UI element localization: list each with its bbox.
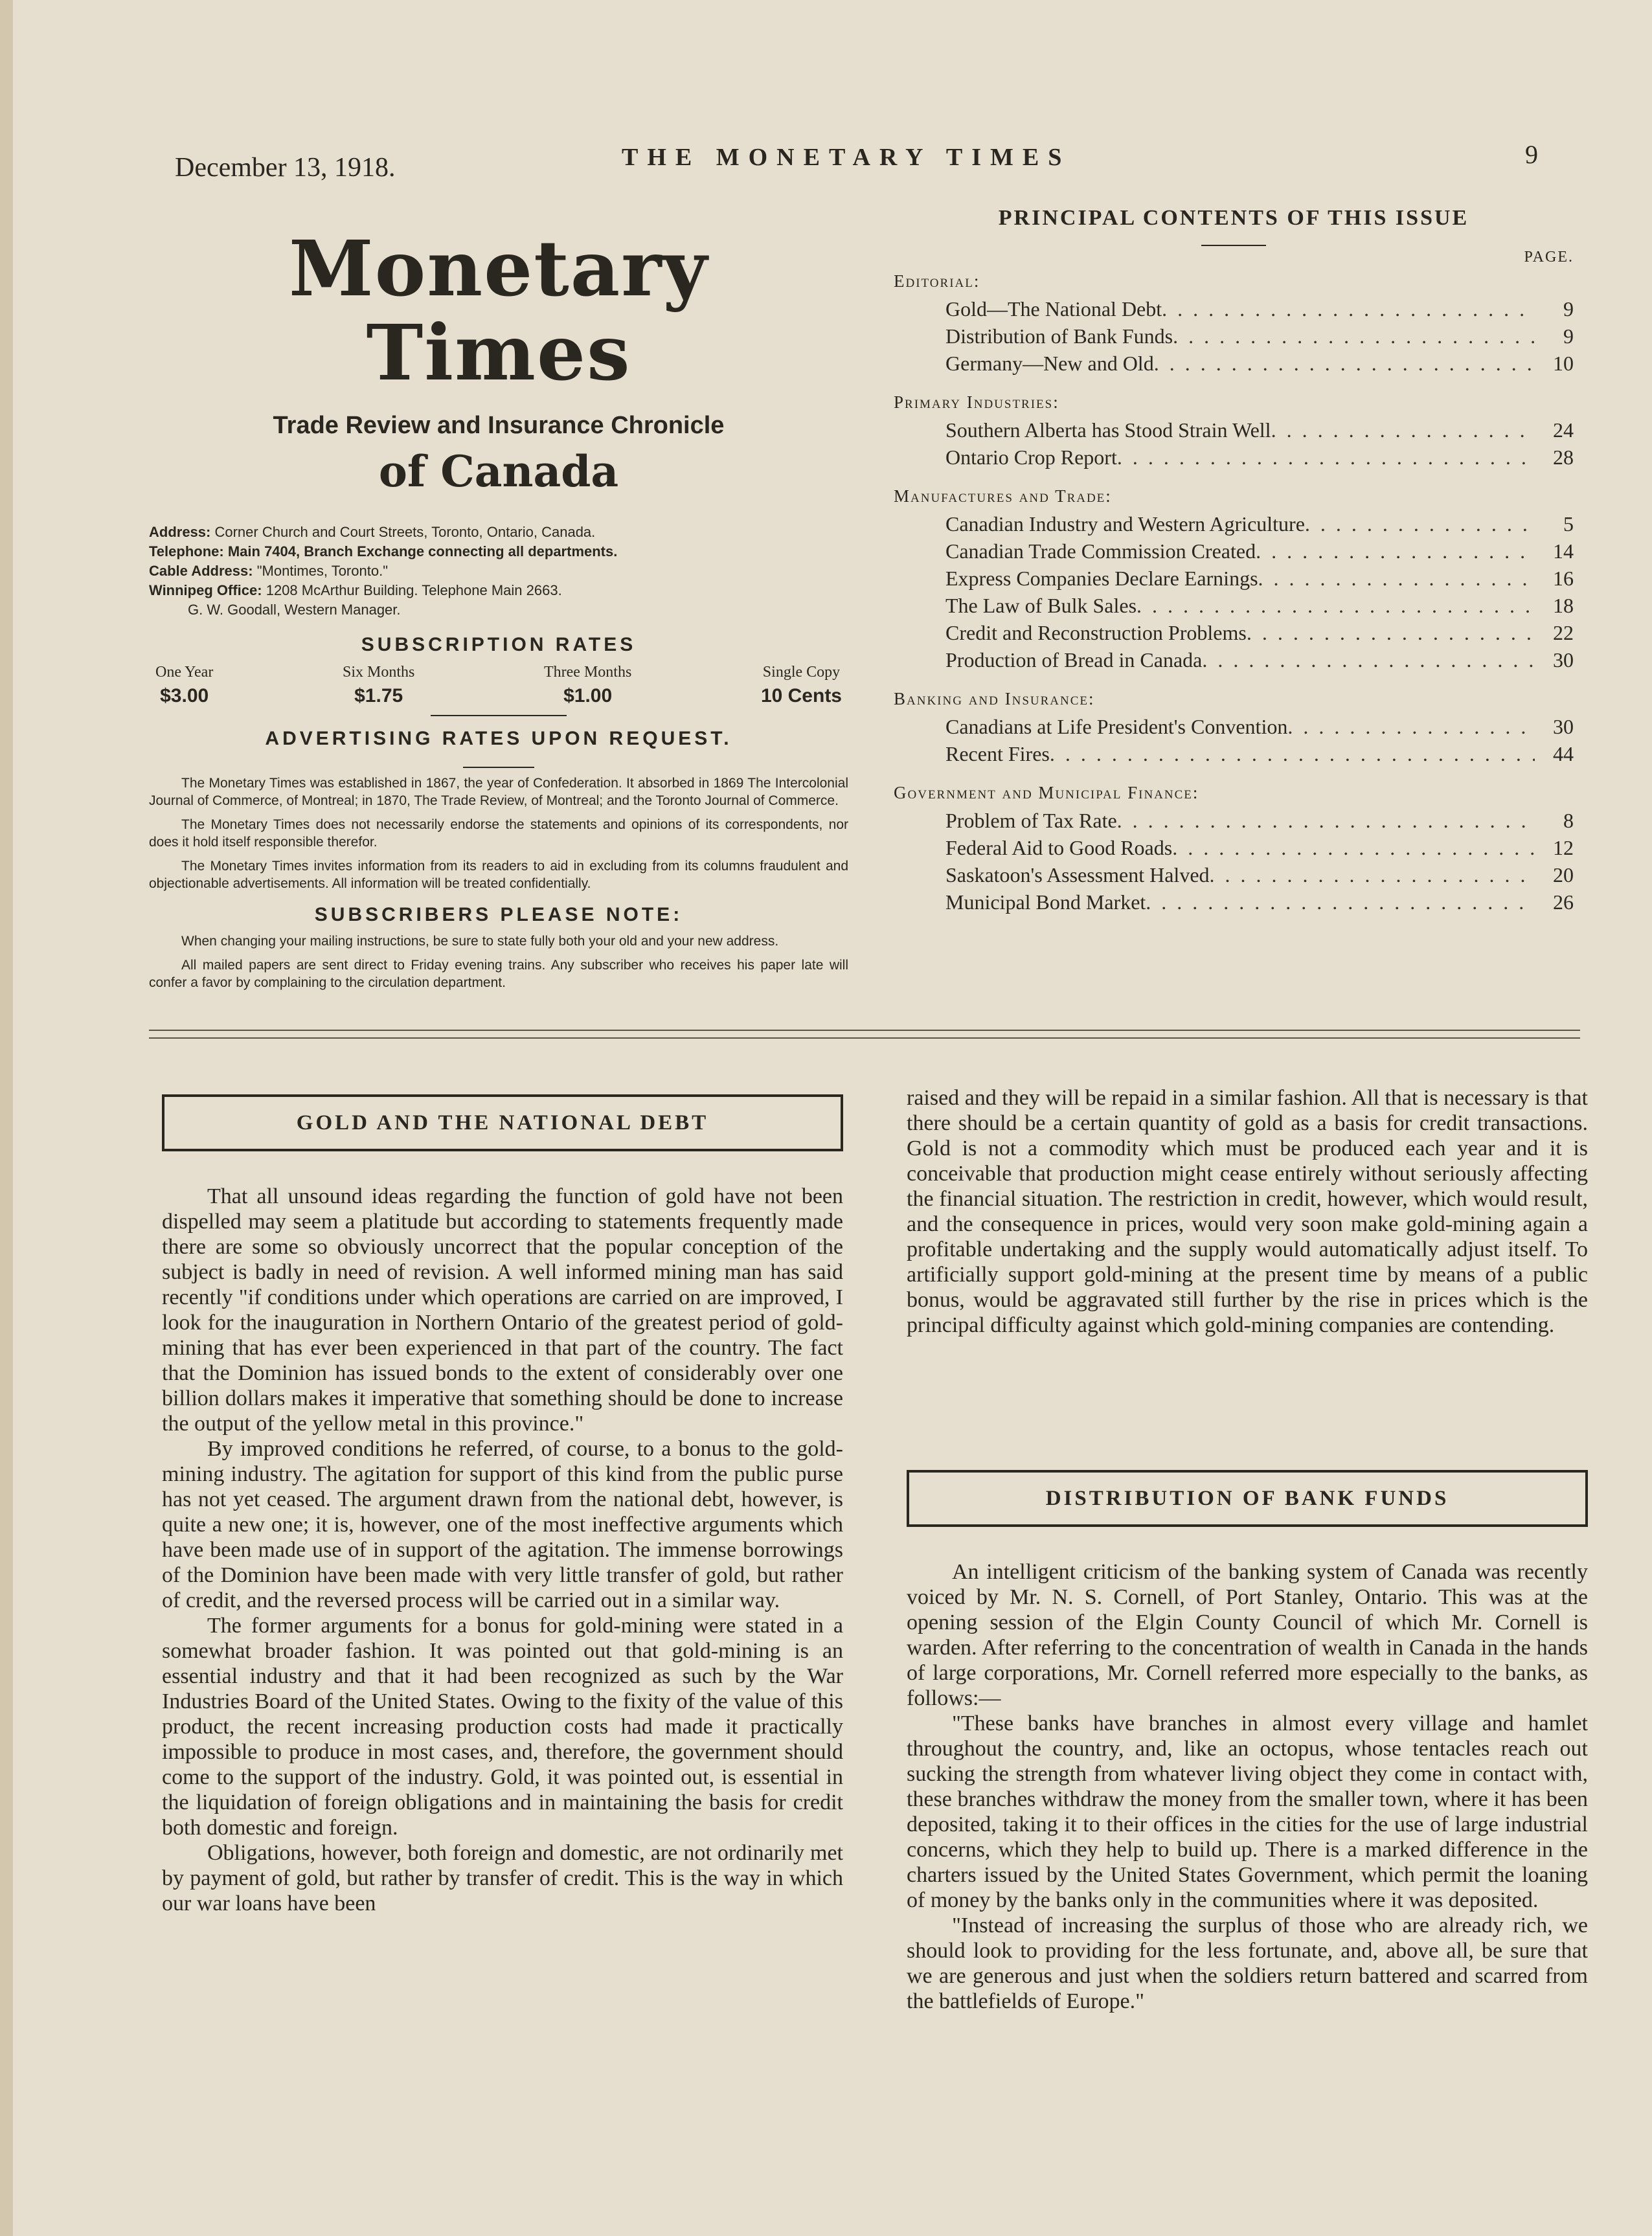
contents-section — [894, 486, 1574, 673]
cable-line: Cable Address: "Montimes, Toronto." — [149, 562, 388, 579]
disclaimer-paragraph: The Monetary Times does not necessarily endorse the statements and opinions of its correspondents, nor does it hold itself responsible therefor. — [149, 817, 848, 850]
toc-entry[interactable]: The Law of Bulk Sales . . . 18 — [894, 592, 1574, 619]
quote-paragraph: "These banks have branches in almost every village and hamlet throughout the country, and, like an octopus, whose tentacles reach out sucking the strength from whatever living object they come in contact with, these branches withdraw the money from the smaller town, where it has been deposited, taking it to their offices in the cities for the use of large industrial concerns, which they help to build up. There is a marked difference in the charters issued by the United States Government, which permit the loaning of money by the banks only in the communities where it was deposited. — [907, 1711, 1588, 1912]
divider — [149, 1037, 1580, 1039]
divider — [149, 1030, 1580, 1031]
toc-entry[interactable]: Canadian Trade Commission Created . . . 14 — [894, 537, 1574, 565]
quote-paragraph: "Instead of increasing the surplus of those who are already rich, we should look to providing for the less fortunate, and, above all, be sure that we are generous and just when the soldiers return battered and scarred from the battlefields of Europe." — [907, 1914, 1588, 2013]
advertising-notice: ADVERTISING RATES UPON REQUEST. — [265, 727, 732, 749]
contents-section — [894, 271, 1574, 377]
toc-entry[interactable]: Municipal Bond Market . . . 26 — [894, 888, 1574, 916]
masthead-of-canada: of Canada — [378, 446, 619, 497]
history-paragraph: The Monetary Times was established in 1867, the year of Confederation. It absorbed in 1869 The Intercolonial Journal of Commerce, of Montreal; in 1870, The Trade Review, of Montreal; and the Toronto Journal of Commerce. — [149, 775, 848, 808]
section-title: Primary Industries: — [894, 392, 1059, 412]
toc-entry[interactable]: Saskatoon's Assessment Halved . . . 20 — [894, 861, 1574, 888]
page-number: 9 — [1525, 140, 1538, 169]
rate-one-year: One Year $3.00 — [155, 663, 214, 706]
manager-line: G. W. Goodall, Western Manager. — [188, 601, 401, 618]
toc-entry[interactable]: Gold—The National Debt . . . 9 — [894, 295, 1574, 322]
section-title: Government and Municipal Finance: — [894, 783, 1199, 802]
rate-three-months: Three Months $1.00 — [543, 663, 632, 706]
issue-date: December 13, 1918. — [175, 153, 396, 183]
article-paragraph: The former arguments for a bonus for gold-mining were stated in a somewhat broader fashion. It was pointed out that gold-mining is an essential industry and that it had been recognized as such by the War Industries Board of the United States. Owing to the fixity of the value of this product, the recent increasing production costs had made it practically impossible to produce in most cases, and, therefore, the government should come to the support of the industry. Gold, it was pointed out, is essential in the liquidation of foreign obligations and in maintaining the basis for credit both domestic and foreign. — [162, 1614, 843, 1840]
toc-entry[interactable]: Canadians at Life President's Convention . . . 30 — [894, 713, 1574, 740]
note-paragraph: All mailed papers are sent direct to Friday evening trains. Any subscriber who receives his paper late will confer a favor by complaining to the circulation department. — [149, 957, 848, 990]
toc-entry[interactable]: Germany—New and Old . . . 10 — [894, 350, 1574, 377]
section-title: Manufactures and Trade: — [894, 486, 1112, 506]
toc-entry[interactable]: Production of Bread in Canada . . . 30 — [894, 646, 1574, 673]
article-paragraph: An intelligent criticism of the banking system of Canada was recently voiced by Mr. N. S. Cornell, of Port Stanley, Ontario. This was at the opening session of the Elgin County Council of which Mr. Cornell is warden. After referring to the concentration of wealth in Canada in the hands of large corporations, Mr. Cornell referred more especially to the banks, as follows:— — [907, 1560, 1588, 1710]
winnipeg-line: Winnipeg Office: 1208 McArthur Building. Telephone Main 2663. — [149, 582, 562, 598]
masthead-subtitle: Trade Review and Insurance Chronicle — [273, 411, 725, 439]
contents-section — [894, 689, 1574, 767]
article-heading: DISTRIBUTION OF BANK FUNDS — [907, 1470, 1588, 1527]
toc-entry[interactable]: Ontario Crop Report . . . 28 — [894, 444, 1574, 471]
article-bank-funds — [907, 1470, 1588, 2014]
subscribers-note-heading: SUBSCRIBERS PLEASE NOTE: — [314, 903, 683, 925]
article-paragraph: By improved conditions he referred, of course, to a bonus to the gold-mining industry. The agitation for support of this kind from the public purse has not yet ceased. The argument drawn from the national debt, however, is quite a new one; it is, however, one of the most ineffective arguments which have been made use of in support of the agitation. The immense borrowings of the Dominion have been made with very little transfer of gold, but rather of credit, and the reversed process will be carried out in a similar way. — [162, 1437, 843, 1612]
toc-entry[interactable]: Canadian Industry and Western Agriculture . . . 5 — [894, 510, 1574, 537]
toc-entry[interactable]: Problem of Tax Rate . . . 8 — [894, 807, 1574, 834]
masthead-title: Monetary Times — [289, 223, 708, 398]
article-paragraph: raised and they will be repaid in a similar fashion. All that is necessary is that there should be a certain quantity of gold as a basis for credit transactions. Gold is not a commodity which must be produced each year and it is conceivable that production might cease entirely without seriously affecting the financial situation. The restriction in credit, however, which would result, and the consequence in prices, would very soon make gold-mining again a profitable undertaking and the supply would automatically adjust itself. To artificially support gold-mining at the present time by means of a public bonus, would be aggravated still further by the rise in prices which is the principal difficulty against which gold-mining companies are contending. — [907, 1086, 1588, 1337]
article-gold-column-2 — [907, 1085, 1588, 1338]
article-heading: GOLD AND THE NATIONAL DEBT — [162, 1094, 843, 1151]
divider — [431, 715, 567, 716]
advertisements-paragraph: The Monetary Times invites information from its readers to aid in excluding from its columns fraudulent and objectionable advertisements. All information will be treated confidentially. — [149, 858, 848, 891]
section-title: Banking and Insurance: — [894, 689, 1095, 708]
toc-entry[interactable]: Federal Aid to Good Roads . . . 12 — [894, 834, 1574, 861]
note-paragraph: When changing your mailing instructions, be sure to state fully both your old and your new address. — [181, 933, 779, 949]
toc-entry[interactable]: Recent Fires . . . 44 — [894, 740, 1574, 767]
running-header — [0, 139, 1652, 183]
contents-title: PRINCIPAL CONTENTS OF THIS ISSUE — [998, 206, 1469, 230]
article-paragraph: Obligations, however, both foreign and domestic, are not ordinarily met by payment of gold, but rather by transfer of credit. This is the way in which our war loans have been — [162, 1841, 843, 1915]
toc-entry[interactable]: Express Companies Declare Earnings . . . 16 — [894, 565, 1574, 592]
subscription-heading: SUBSCRIPTION RATES — [361, 633, 637, 655]
table-of-contents — [894, 206, 1574, 916]
divider — [1201, 245, 1266, 246]
rate-single-copy: Single Copy 10 Cents — [760, 663, 842, 706]
page-edge — [0, 0, 13, 2236]
subscription-rates — [149, 664, 848, 707]
page-column-label: PAGE. — [1524, 249, 1574, 265]
telephone-line: Telephone: Main 7404, Branch Exchange connecting all departments. — [149, 543, 618, 559]
toc-entry[interactable]: Distribution of Bank Funds . . . 9 — [894, 322, 1574, 350]
contents-section — [894, 783, 1574, 916]
article-paragraph: That all unsound ideas regarding the function of gold have not been dispelled may seem a platitude but according to statements frequently made there are some so obviously uncorrect that the popular conception of the subject is badly in need of revision. A well informed mining man has said recently "if conditions under which operations are carried on are improved, I look for the inauguration in Northern Ontario of the greatest period of gold-mining that has ever been experienced in that part of the country. The fact that the Dominion has issued bonds to the extent of considerably over one billion dollars makes it imperative that something should be done to increase the output of the yellow metal in this province." — [162, 1184, 843, 1436]
rate-six-months: Six Months $1.75 — [342, 663, 415, 706]
running-title: THE MONETARY TIMES — [622, 144, 1071, 171]
section-title: Editorial: — [894, 271, 980, 291]
toc-entry[interactable]: Southern Alberta has Stood Strain Well . . . 24 — [894, 416, 1574, 444]
divider — [463, 767, 534, 768]
article-gold-column-1 — [162, 1094, 843, 1916]
masthead — [149, 223, 848, 991]
address-line: Address: Corner Church and Court Streets, Toronto, Ontario, Canada. — [149, 523, 596, 540]
address-block — [149, 523, 848, 620]
contents-section — [894, 392, 1574, 471]
toc-entry[interactable]: Credit and Reconstruction Problems . . . 22 — [894, 619, 1574, 646]
